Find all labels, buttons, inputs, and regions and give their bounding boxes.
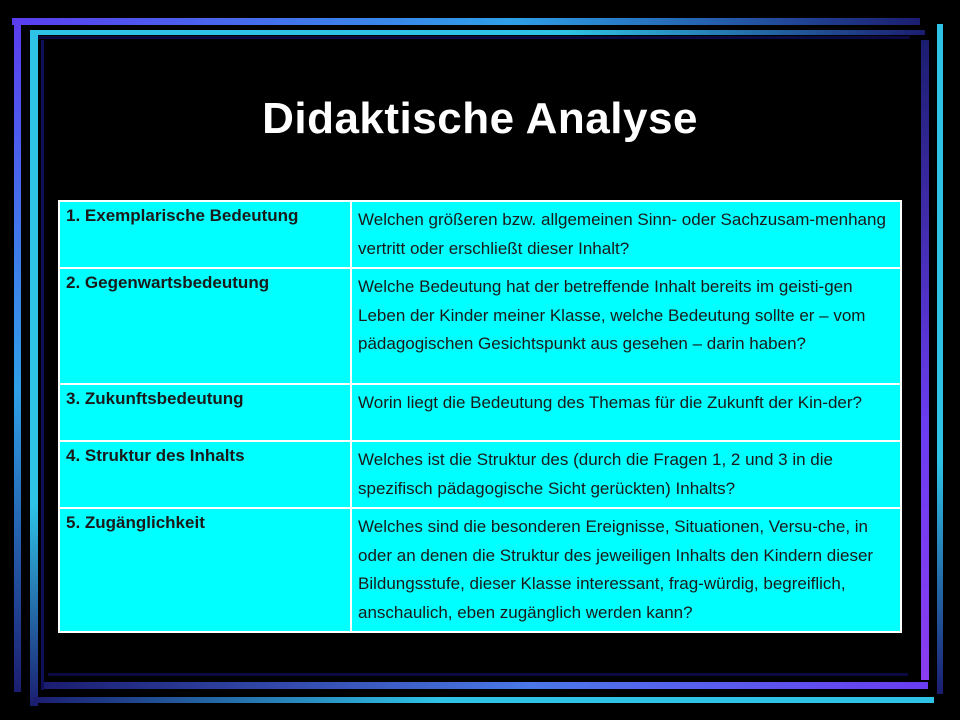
frame-bar-bottom-inner <box>44 682 928 689</box>
row-question: Welches sind die besonderen Ereignisse, Situationen, Versu-che, in oder an denen die Struktur des jeweiligen Inhalts den Kindern dieser Bildungsstufe, dieser Klasse interessant, frag-würdig, begreiflich, anschaulich, eben zugänglich werden kann? <box>351 508 901 632</box>
frame-bar-bottom-outer <box>34 697 934 703</box>
row-term: 4. Struktur des Inhalts <box>59 441 351 508</box>
table-row <box>59 441 901 508</box>
frame-bar-bottom-shadow <box>48 673 908 676</box>
row-term: 5. Zugänglichkeit <box>59 508 351 632</box>
row-term: 1. Exemplarische Bedeutung <box>59 201 351 268</box>
table-row <box>59 508 901 632</box>
row-question: Welche Bedeutung hat der betreffende Inhalt bereits im geisti-gen Leben der Kinder meiner Klasse, welche Bedeutung sollte er – vom pädagogischen Gesichtspunkt aus gesehen – darin haben? <box>351 268 901 384</box>
table-row <box>59 268 901 384</box>
frame-bar-top-shadow <box>30 36 910 39</box>
frame-bar-top-outer <box>12 18 920 25</box>
analysis-table-container <box>58 200 902 622</box>
row-term: 3. Zukunftsbedeutung <box>59 384 351 441</box>
table-row <box>59 201 901 268</box>
slide-title: Didaktische Analyse <box>262 94 698 143</box>
row-question: Welchen größeren bzw. allgemeinen Sinn- oder Sachzusam-menhang vertritt oder erschließt dieser Inhalt? <box>351 201 901 268</box>
frame-bar-top-inner <box>30 30 925 35</box>
table-row <box>59 384 901 441</box>
analysis-table <box>58 200 902 633</box>
row-question: Welches ist die Struktur des (durch die Fragen 1, 2 und 3 in die spezifisch pädagogische Sicht gerückten) Inhalts? <box>351 441 901 508</box>
row-question: Worin liegt die Bedeutung des Themas für die Zukunft der Kin-der? <box>351 384 901 441</box>
row-term: 2. Gegenwartsbedeutung <box>59 268 351 384</box>
